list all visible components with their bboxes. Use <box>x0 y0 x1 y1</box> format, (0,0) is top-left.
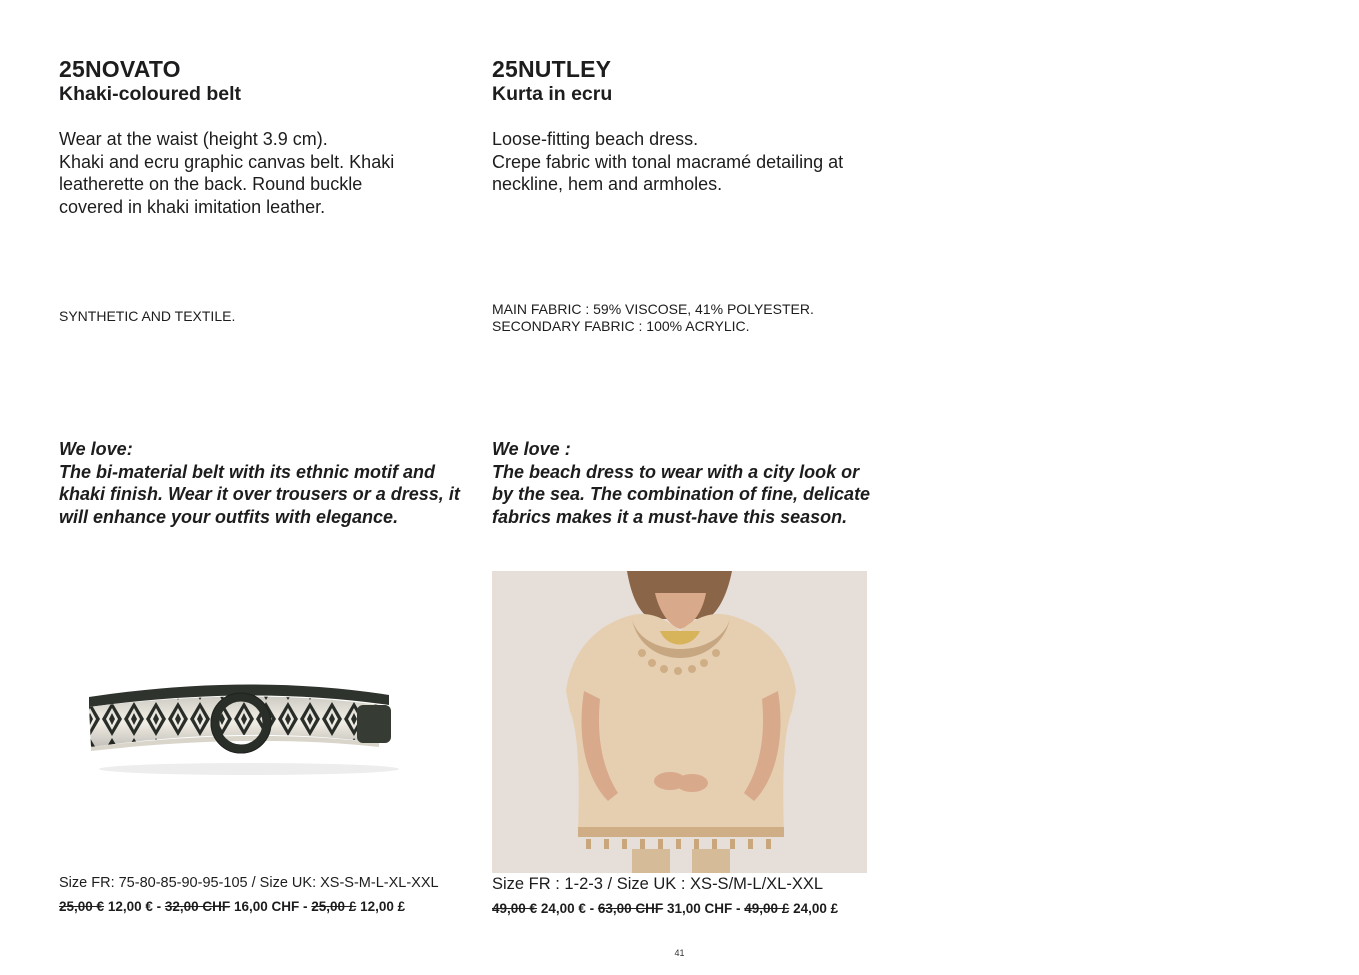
we-love-line: The beach dress to wear with a city look or <box>492 461 860 482</box>
product-description <box>492 128 843 196</box>
product-composition <box>492 301 814 335</box>
description-line: neckline, hem and armholes. <box>492 174 723 195</box>
product-prices <box>492 901 838 916</box>
price-separator: - <box>302 899 308 914</box>
product-name: Khaki-coloured belt <box>59 83 242 105</box>
price-chf-old: 63,00 CHF <box>597 901 664 916</box>
product-reference: 25NUTLEY <box>492 56 612 82</box>
product-sizes: Size FR : 1-2-3 / Size UK : XS-S/M-L/XL-XXL <box>492 875 824 893</box>
we-love-line: We love : <box>492 439 571 459</box>
we-love-line: We love: <box>59 439 133 459</box>
description-line: Crepe fabric with tonal macramé detailing at <box>492 151 844 172</box>
kurta-photo <box>492 571 867 873</box>
price-chf-old: 32,00 CHF <box>164 899 231 914</box>
we-love-line: fabrics makes it a must-have this season. <box>492 506 848 527</box>
we-love-line: will enhance your outfits with elegance. <box>59 506 399 527</box>
price-eur-new: 12,00 € <box>107 899 153 914</box>
price-gbp-old: 49,00 £ <box>744 901 790 916</box>
we-love-line: by the sea. The combination of fine, delicate <box>492 484 871 505</box>
price-separator: - <box>735 901 741 916</box>
product-prices <box>59 899 405 914</box>
price-eur-new: 24,00 € <box>540 901 586 916</box>
product-description <box>59 128 394 218</box>
page-number: 41 <box>674 948 685 958</box>
product-composition <box>59 308 235 325</box>
kurta-illustration <box>492 571 867 873</box>
product-reference: 25NOVATO <box>59 56 181 82</box>
product-name: Kurta in ecru <box>492 83 613 105</box>
product-sizes: Size FR: 75-80-85-90-95-105 / Size UK: XS-S-M-L-XL-XXL <box>59 875 439 891</box>
description-line: Loose-fitting beach dress. <box>492 129 699 149</box>
we-love-text <box>492 438 870 528</box>
price-gbp-old: 25,00 £ <box>311 899 357 914</box>
we-love-line: The bi-material belt with its ethnic motif and <box>59 461 436 482</box>
description-line: covered in khaki imitation leather. <box>59 196 326 217</box>
belt-illustration <box>79 665 419 780</box>
price-chf-new: 31,00 CHF <box>666 901 733 916</box>
price-gbp-new: 24,00 £ <box>793 901 839 916</box>
we-love-line: khaki finish. Wear it over trousers or a dress, it <box>59 484 460 505</box>
price-gbp-new: 12,00 £ <box>360 899 406 914</box>
price-chf-new: 16,00 CHF <box>233 899 300 914</box>
price-separator: - <box>156 899 162 914</box>
belt-photo <box>79 665 419 780</box>
description-line: Khaki and ecru graphic canvas belt. Khaki <box>59 151 395 172</box>
composition-line: MAIN FABRIC : 59% VISCOSE, 41% POLYESTER. <box>492 301 814 317</box>
we-love-text <box>59 438 460 528</box>
composition-line: SECONDARY FABRIC : 100% ACRYLIC. <box>492 318 750 334</box>
price-eur-old: 49,00 € <box>492 901 538 916</box>
price-separator: - <box>589 901 595 916</box>
description-line: Wear at the waist (height 3.9 cm). <box>59 129 328 149</box>
composition-line: SYNTHETIC AND TEXTILE. <box>59 308 236 324</box>
price-eur-old: 25,00 € <box>59 899 105 914</box>
description-line: leatherette on the back. Round buckle <box>59 174 363 195</box>
